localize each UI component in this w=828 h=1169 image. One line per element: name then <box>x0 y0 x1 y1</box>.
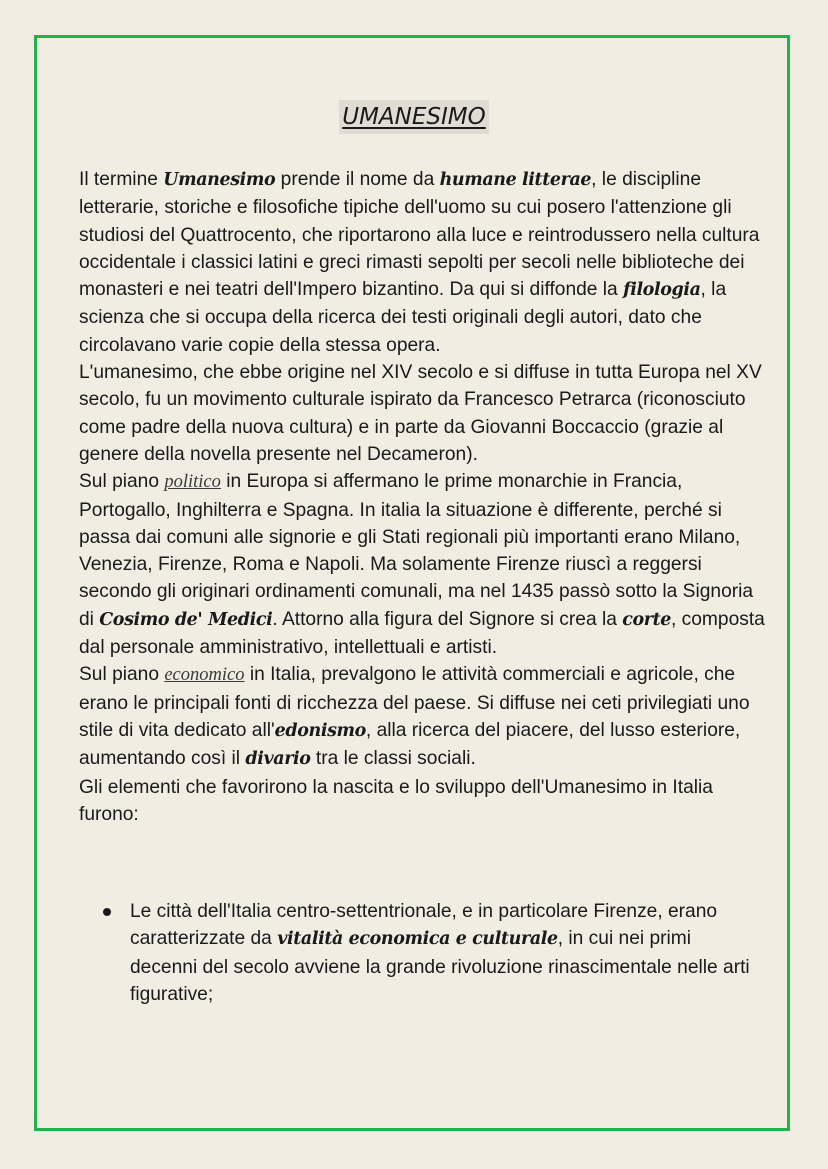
text-run: in Europa si affermano le prime monarchie in Francia, Portogallo, Inghilterra e Spagna. In italia la situazione è differente, perché si passa dai comuni alle signorie e gli Stati regionali più importanti erano Milano, Venezia, Firenze, Roma e Napoli. Ma solamente Firenze riuscì a reggersi secondo gli originari ordinamenti comunali, ma nel 1435 passò sotto la Signoria di <box>79 471 754 630</box>
text-run: , le discipline letterarie, storiche e filosofiche tipiche dell'uomo su cui posero l'attenzione gli studiosi del Quattrocento, che riportarono alla luce e reintrodussero nella cultura occidentale i classici latini e greci rimasti sepolti per secoli nelle biblioteche dei monasteri e nei teatri dell'Impero bizantino. Da qui si diffonde la <box>79 169 760 301</box>
title-container <box>0 100 828 134</box>
paragraph-elements-intro <box>79 774 769 829</box>
text-run: prende il nome da <box>275 169 440 190</box>
text-run: Sul piano <box>79 471 165 493</box>
text-run: L'umanesimo, che ebbe origine nel XIV secolo e si diffuse in tutta Europa nel XV secolo, fu un movimento culturale ispirato da Francesco Petrarca (riconosciuto come padre della nuova cultura) e in parte da Giovanni Boccaccio (grazie al genere della novella presente nel Decameron). <box>79 362 762 465</box>
paragraph-politics <box>79 468 769 661</box>
keyword-cosimo-de-medici: Cosimo de' Medici <box>99 609 273 630</box>
keyword-corte: corte <box>622 609 671 630</box>
keyword-divario: divario <box>245 749 311 770</box>
text-run: in Italia, prevalgono le attività commerciali e agricole, che erano le principali fonti di ricchezza del paese. Si diffuse nei ceti privilegiati uno stile di vita dedicato all' <box>79 664 750 741</box>
keyword-humane-litterae: humane litterae <box>439 170 592 190</box>
keyword-umanesimo: Umanesimo <box>163 170 276 190</box>
keyword-vitalita-economica-e-culturale: vitalità economica e culturale <box>277 929 558 950</box>
text-run: Le città dell'Italia centro-settentrionale, e in particolare Firenze, erano caratterizzate da <box>130 901 718 950</box>
text-run: , la scienza che si occupa della ricerca dei testi originali degli autori, dato che circolavano varie copie della stessa opera. <box>79 279 727 356</box>
bullet-list <box>130 898 750 1008</box>
text-run: Il termine <box>79 169 164 190</box>
text-run: , in cui nei primi decenni del secolo avviene la grande rivoluzione rinascimentale nelle arti figurative; <box>130 928 750 1005</box>
keyword-economico: economico <box>164 665 245 686</box>
text-run: Sul piano <box>79 664 165 686</box>
paragraph-economy <box>79 661 769 773</box>
text-run: , alla ricerca del piacere, del lusso esteriore, aumentando così il <box>79 719 741 770</box>
text-run: , composta dal personale amministrativo, intellettuali e artisti. <box>79 608 765 659</box>
keyword-filologia: filologia <box>623 280 701 301</box>
text-run: . Attorno alla figura del Signore si crea la <box>272 608 623 630</box>
paragraph-etymology <box>79 166 769 359</box>
paragraph-origins <box>79 359 769 468</box>
text-run: tra le classi sociali. <box>310 748 476 770</box>
document-body <box>79 166 769 828</box>
text-run: Gli elementi che favorirono la nascita e lo sviluppo dell'Umanesimo in Italia furono: <box>79 776 713 825</box>
bullet-icon <box>103 908 111 916</box>
keyword-politico: politico <box>164 472 221 493</box>
keyword-edonismo: edonismo <box>274 720 366 741</box>
document-title: UMANESIMO <box>339 100 488 134</box>
list-item <box>130 898 750 1008</box>
